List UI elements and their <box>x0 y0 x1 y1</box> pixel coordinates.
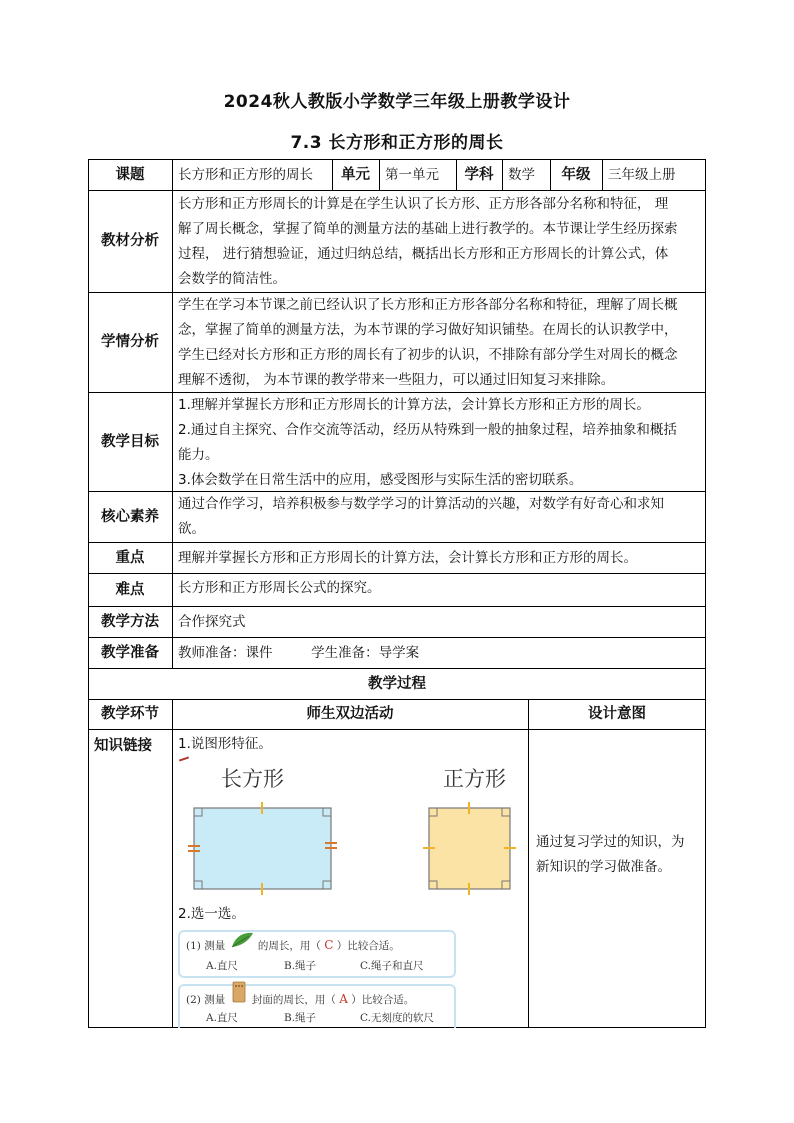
quiz-item-1 <box>178 930 456 978</box>
difficulty-text: 长方形和正方形周长公式的探究。 <box>178 579 381 596</box>
quiz2-prefix: (2) 测量 <box>186 994 226 1006</box>
quiz2-answer: A <box>339 992 348 1006</box>
quiz2-suffix: ）比较合适。 <box>351 994 415 1006</box>
core-literacy-label: 核心素养 <box>101 508 159 525</box>
teaching-method-label: 教学方法 <box>101 613 159 630</box>
quiz2-option-b: B.绳子 <box>284 1012 317 1024</box>
shapes-figure <box>180 796 530 900</box>
quiz1-option-c: C.绳子和直尺 <box>360 960 424 972</box>
quiz-item-2 <box>178 984 456 1028</box>
stage-column-header: 教学环节 <box>101 706 159 722</box>
topic-label: 课题 <box>115 166 145 183</box>
book-icon <box>229 993 249 1007</box>
subject-label: 学科 <box>464 166 494 183</box>
lesson-title: 7.3 长方形和正方形的周长 <box>290 133 504 153</box>
quiz1-option-a: A.直尺 <box>206 960 238 972</box>
activity-column-header: 师生双边活动 <box>306 706 394 722</box>
rectangle-shape <box>188 802 337 895</box>
square-label: 正方形 <box>443 767 506 791</box>
quiz1-suffix: ）比较合适。 <box>336 940 400 952</box>
square-shape <box>423 802 516 895</box>
grade-value: 三年级上册 <box>608 166 676 183</box>
material-analysis-label: 教材分析 <box>101 233 159 249</box>
quiz2-option-a: A.直尺 <box>206 1012 238 1024</box>
teaching-goals-label: 教学目标 <box>101 433 159 450</box>
student-analysis-text: 学生在学习本节课之前已经认识了长方形和正方形各部分名称和特征，理解了周长概 念，掌握了简单的测量方法，为本节课的学习做好知识铺垫。在周长的认识教学中， 学生已经对长方形和正方形的周长有了初步的认识，不排除有部分学生对周长的概念 理解不透彻， 为本节课的教学带来一些阻力，可以通过旧知复习来排除。 <box>178 297 678 388</box>
design-intent-text: 通过复习学过的知识，为 新知识的学习做准备。 <box>536 834 685 875</box>
unit-value: 第一单元 <box>385 166 439 183</box>
subject-value: 数学 <box>508 166 535 183</box>
teaching-method-text: 合作探究式 <box>178 613 246 630</box>
topic-value: 长方形和正方形的周长 <box>178 166 313 183</box>
quiz1-middle: 的周长，用（ <box>257 940 321 952</box>
rectangle-label: 长方形 <box>221 767 284 791</box>
document-title: 2024秋人教版小学数学三年级上册教学设计 <box>223 92 571 112</box>
teaching-goals-text: 1.理解并掌握长方形和正方形周长的计算方法，会计算长方形和正方形的周长。 2.通过自主探究、合作交流等活动，经历从特殊到一般的抽象过程，培养抽象和概括 能力。 3.体会数学在日常生活中的应用，感受图形与实际生活的密切联系。 <box>178 397 677 488</box>
core-literacy-text: 通过合作学习，培养积极参与数学学习的计算活动的兴趣，对数学有好奇心和求知 欲。 <box>178 496 664 537</box>
quiz2-middle: 封面的周长，用（ <box>251 994 336 1006</box>
quiz2-option-c: C.无刻度的软尺 <box>360 1012 434 1024</box>
grade-label: 年级 <box>561 166 591 183</box>
key-point-text: 理解并掌握长方形和正方形周长的计算方法，会计算长方形和正方形的周长。 <box>178 549 637 566</box>
teaching-preparation-text: 教师准备：课件 学生准备：导学案 <box>178 644 420 661</box>
difficulty-label: 难点 <box>115 581 145 598</box>
intent-column-header: 设计意图 <box>588 706 646 722</box>
student-analysis-label: 学情分析 <box>101 334 159 350</box>
teaching-process-title: 教学过程 <box>368 675 426 692</box>
quiz1-prefix: (1) 测量 <box>186 940 226 952</box>
knowledge-link-label: 知识链接 <box>94 738 152 754</box>
key-point-label: 重点 <box>115 549 145 566</box>
unit-label: 单元 <box>341 166 370 183</box>
step1-text: 1.说图形特征。 <box>178 736 272 752</box>
step2-text: 2.选一选。 <box>178 906 245 922</box>
quiz1-answer: C <box>324 938 334 952</box>
material-analysis-text: 长方形和正方形周长的计算是在学生认识了长方形、正方形各部分名称和特征， 理 解了周长概念，掌握了简单的测量方法的基础上进行教学的。本节课让学生经历探索 过程， 进行猜想验证，通过归纳总结，概括出长方形和正方形周长的计算公式，体 会数学的简洁性。 <box>178 196 678 287</box>
leaf-icon <box>229 939 255 953</box>
quiz1-option-b: B.绳子 <box>284 960 317 972</box>
teaching-preparation-label: 教学准备 <box>101 644 159 661</box>
